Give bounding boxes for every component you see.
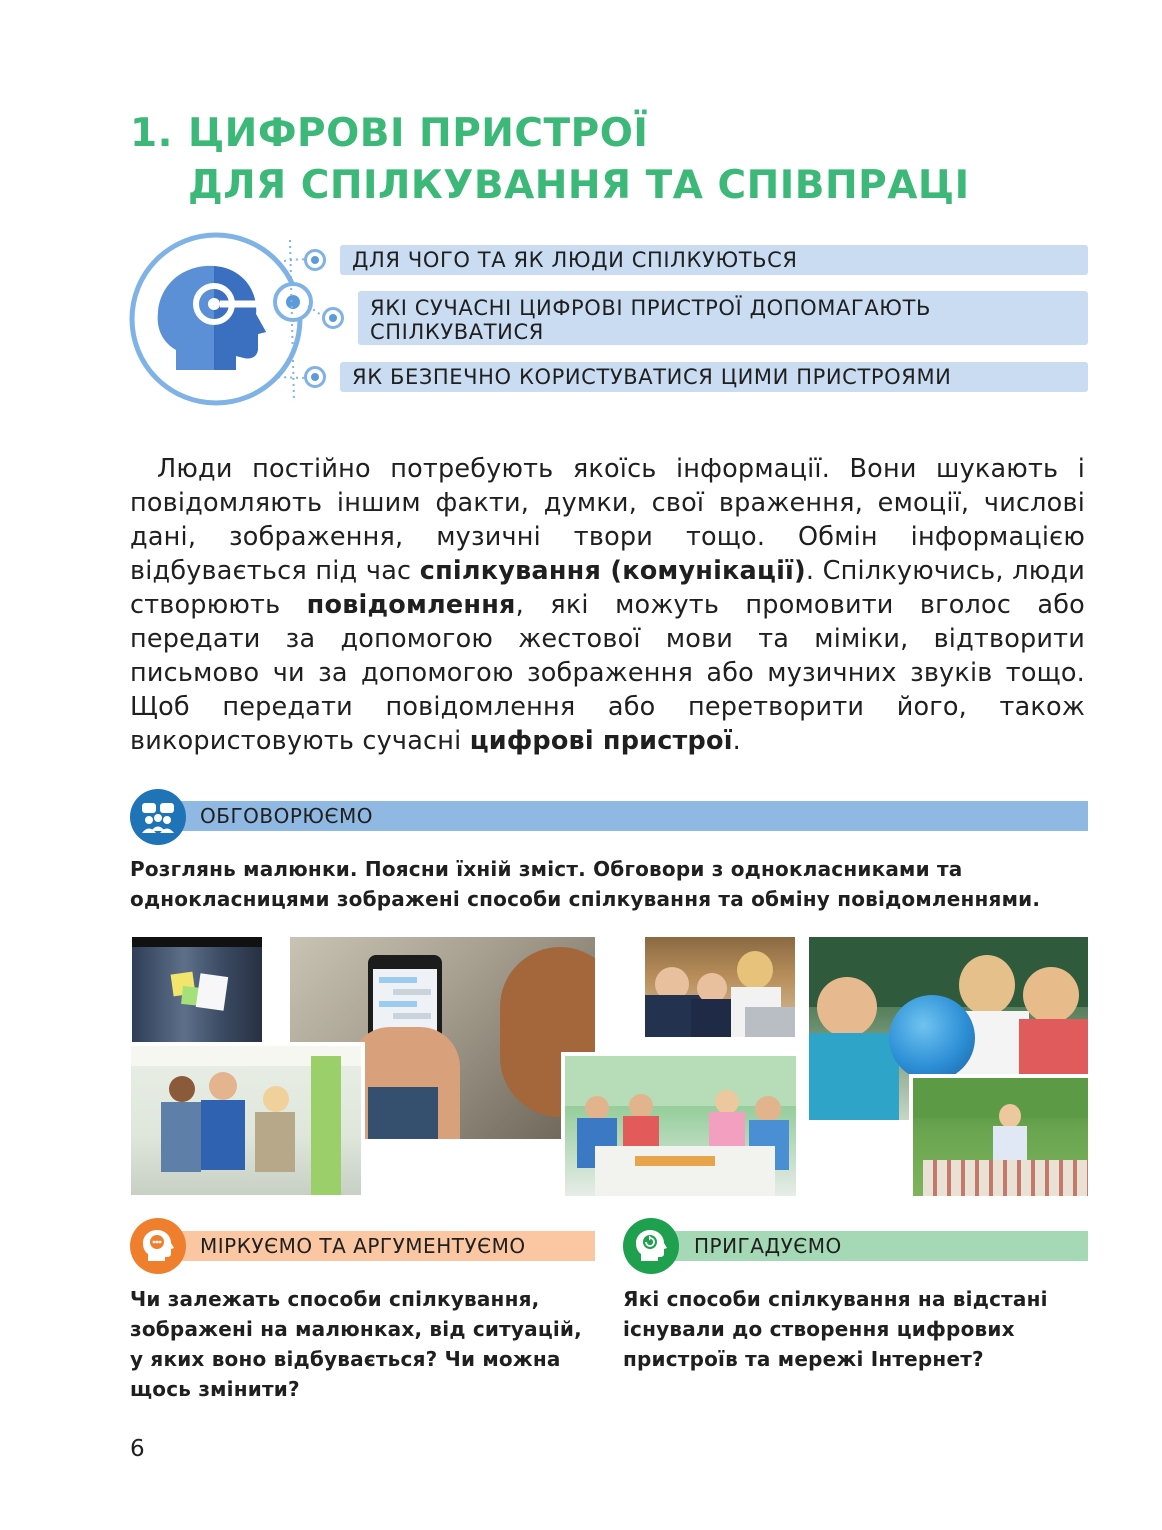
discussion-group-icon (130, 789, 186, 845)
recall-task: Які способи спілкування на відстані існували до створення цифрових пристроїв та мережі Інтернет? (623, 1287, 1048, 1371)
goal-item-3: ЯК БЕЗПЕЧНО КОРИСТУВАТИСЯ ЦИМИ ПРИСТРОЯМИ (340, 362, 1088, 392)
think-label: МІРКУЄМО ТА АРГУМЕНТУЄМО (200, 1234, 526, 1258)
school-lunch-photo (561, 1052, 800, 1200)
term-communication: спілкування (комунікації) (419, 556, 806, 586)
fridge-notes-photo (132, 937, 262, 1047)
recall-label: ПРИГАДУЄМО (694, 1234, 842, 1258)
lesson-title-line1: ЦИФРОВІ ПРИСТРОЇ (188, 111, 649, 156)
goal-bullet-icon (304, 249, 326, 271)
school-corridor-photo (127, 1042, 365, 1199)
lesson-title-line2: ДЛЯ СПІЛКУВАННЯ ТА СПІВПРАЦІ (188, 163, 970, 208)
recall-header-bar (666, 1231, 1088, 1261)
lesson-number: 1. (130, 111, 173, 156)
discuss-task: Розглянь малюнки. Поясни їхній зміст. Обговори з однокласниками та однокласницями зображені способи спілкування та обміну повідомленнями. (130, 857, 1041, 911)
thinking-head-icon (130, 1218, 186, 1274)
goal-item-1: ДЛЯ ЧОГО ТА ЯК ЛЮДИ СПІЛКУЮТЬСЯ (340, 245, 1088, 275)
intro-paragraph: Люди постійно потребують якоїсь інформації. Вони шукають і повідомляють іншим факти, думки, свої враження, емоції, числові дані, зображення, музичні твори тощо. Обмін інформацією відбувається під час спілкування (комунікації). Спілкуючись, люди створюють повідомлення, які можуть промовити вголос або передати за допомогою жестової мови та міміки, відтворити письмово чи за допомогою зображення або музичних звуків тощо. Щоб передати повідомлення або перетворити його, також використовують сучасні цифрові пристрої. (130, 454, 1085, 756)
think-task: Чи залежать способи спілкування, зображені на малюнках, від ситуацій, у яких воно відбувається? Чи можна щось змінити? (130, 1287, 582, 1401)
term-digital-devices: цифрові пристрої (469, 726, 733, 756)
discuss-header-bar (172, 801, 1088, 831)
page-number: 6 (130, 1436, 145, 1462)
memory-head-icon (623, 1218, 679, 1274)
discuss-label: ОБГОВОРЮЄМО (200, 804, 373, 828)
boy-on-grass-photo (909, 1074, 1092, 1200)
think-header-bar (172, 1231, 595, 1261)
term-message: повідомлення (306, 590, 516, 620)
goal-item-2: ЯКІ СУЧАСНІ ЦИФРОВІ ПРИСТРОЇ ДОПОМАГАЮТЬ СПІЛКУВАТИСЯ (358, 291, 1088, 345)
goal-bullet-icon (304, 366, 326, 388)
goal-bullet-icon (322, 307, 344, 329)
teacher-laptop-photo (645, 937, 795, 1037)
